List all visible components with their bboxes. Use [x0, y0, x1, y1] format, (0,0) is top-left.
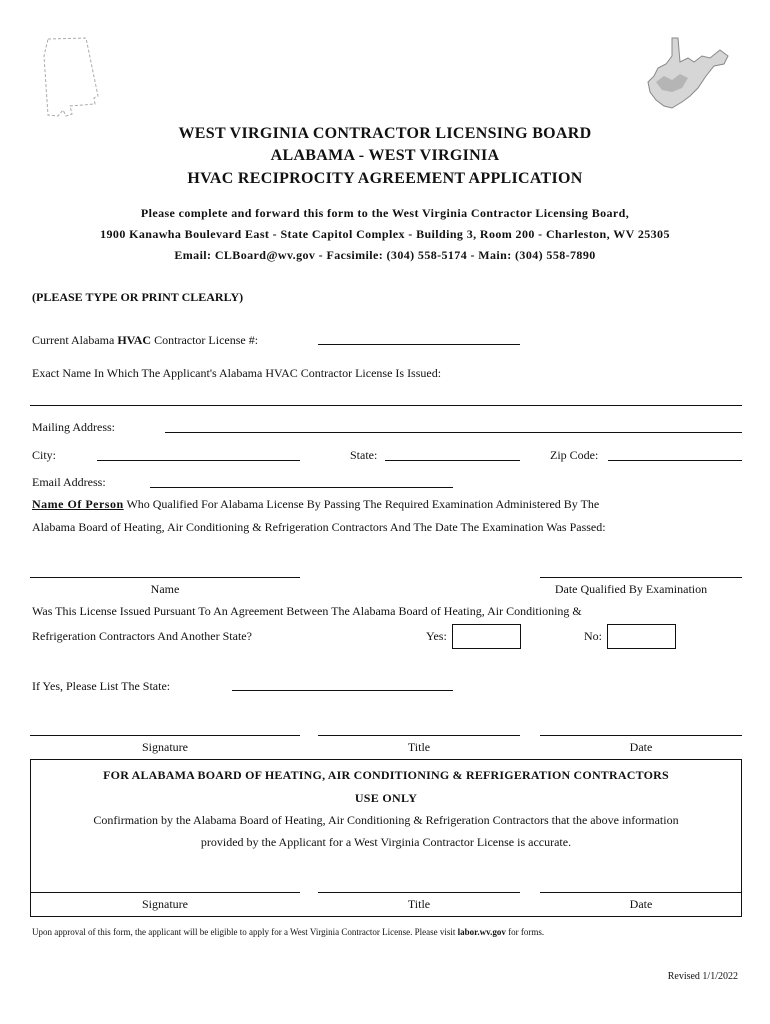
license-number-label: Current Alabama HVAC Contractor License #:: [32, 333, 259, 347]
exact-name-label: Exact Name In Which The Applicant's Alabama HVAC Contractor License Is Issued:: [32, 366, 442, 380]
no-checkbox[interactable]: [607, 624, 676, 649]
zip-code-field[interactable]: [608, 460, 742, 461]
board-signature-field[interactable]: [30, 892, 300, 893]
office-use-heading-2: USE ONLY: [354, 791, 418, 805]
mailing-address-field[interactable]: [165, 432, 742, 433]
applicant-signature-field[interactable]: [30, 735, 300, 736]
alabama-map-icon: [36, 36, 100, 120]
qualified-date-field[interactable]: [540, 577, 742, 578]
zip-code-label: Zip Code:: [550, 448, 599, 462]
city-field[interactable]: [97, 460, 300, 461]
instruction-line-1: Please complete and forward this form to the West Virginia Contractor Licensing Board,: [140, 206, 630, 220]
qualifier-name-field[interactable]: [30, 577, 300, 578]
applicant-date-field[interactable]: [540, 735, 742, 736]
board-title-caption: Title: [407, 897, 431, 911]
date-caption: Date: [629, 740, 653, 754]
west-virginia-map-icon: [642, 36, 732, 112]
qualifier-instruction-2: Alabama Board of Heating, Air Conditioning & Refrigeration Contractors And The Date The Examination Was Passed:: [32, 520, 606, 534]
board-date-caption: Date: [629, 897, 653, 911]
date-qualified-caption: Date Qualified By Examination: [554, 582, 708, 596]
approval-note: Upon approval of this form, the applicant will be eligible to apply for a West Virginia Contractor License. Please visit labor.wv.gov for forms.: [32, 927, 545, 937]
if-yes-state-field[interactable]: [232, 690, 453, 691]
email-address-field[interactable]: [150, 487, 453, 488]
state-field[interactable]: [385, 460, 520, 461]
mailing-address-label: Mailing Address:: [32, 420, 115, 434]
office-use-heading-1: FOR ALABAMA BOARD OF HEATING, AIR CONDITIONING & REFRIGERATION CONTRACTORS: [103, 768, 669, 782]
no-label: No:: [584, 629, 602, 643]
signature-caption: Signature: [142, 740, 188, 754]
applicant-title-field[interactable]: [318, 735, 520, 736]
board-signature-caption: Signature: [142, 897, 188, 911]
office-use-confirmation-2: provided by the Applicant for a West Virginia Contractor License is accurate.: [200, 835, 572, 849]
title-line-1: WEST VIRGINIA CONTRACTOR LICENSING BOARD: [178, 125, 592, 142]
print-note: (PLEASE TYPE OR PRINT CLEARLY): [32, 290, 244, 304]
if-yes-state-label: If Yes, Please List The State:: [32, 679, 171, 693]
instruction-line-2: 1900 Kanawha Boulevard East - State Capitol Complex - Building 3, Room 200 - Charleston, WV 25305: [100, 227, 670, 241]
exact-name-field[interactable]: [30, 405, 742, 406]
board-title-field[interactable]: [318, 892, 520, 893]
email-address-label: Email Address:: [32, 475, 106, 489]
name-caption: Name: [150, 582, 180, 596]
title-line-2: ALABAMA - WEST VIRGINIA: [270, 147, 500, 164]
agreement-question-2: Refrigeration Contractors And Another State?: [32, 629, 252, 643]
city-label: City:: [32, 448, 57, 462]
office-use-confirmation-1: Confirmation by the Alabama Board of Heating, Air Conditioning & Refrigeration Contractors that the above information: [93, 813, 679, 827]
license-number-field[interactable]: [318, 344, 520, 345]
labor-wv-link[interactable]: labor.wv.gov: [457, 927, 506, 937]
title-caption: Title: [407, 740, 431, 754]
state-label: State:: [350, 448, 378, 462]
revised-date: Revised 1/1/2022: [667, 971, 738, 982]
board-date-field[interactable]: [540, 892, 742, 893]
agreement-question-1: Was This License Issued Pursuant To An Agreement Between The Alabama Board of Heating, Air Conditioning &: [32, 604, 582, 618]
yes-label: Yes:: [426, 629, 447, 643]
title-line-3: HVAC RECIPROCITY AGREEMENT APPLICATION: [187, 170, 583, 187]
contact-line: Email: CLBoard@wv.gov - Facsimile: (304) 558-5174 - Main: (304) 558-7890: [174, 248, 596, 262]
yes-checkbox[interactable]: [452, 624, 521, 649]
qualifier-instruction-1: Name Of Person Who Qualified For Alabama License By Passing The Required Examination Administered By The: [32, 497, 600, 511]
